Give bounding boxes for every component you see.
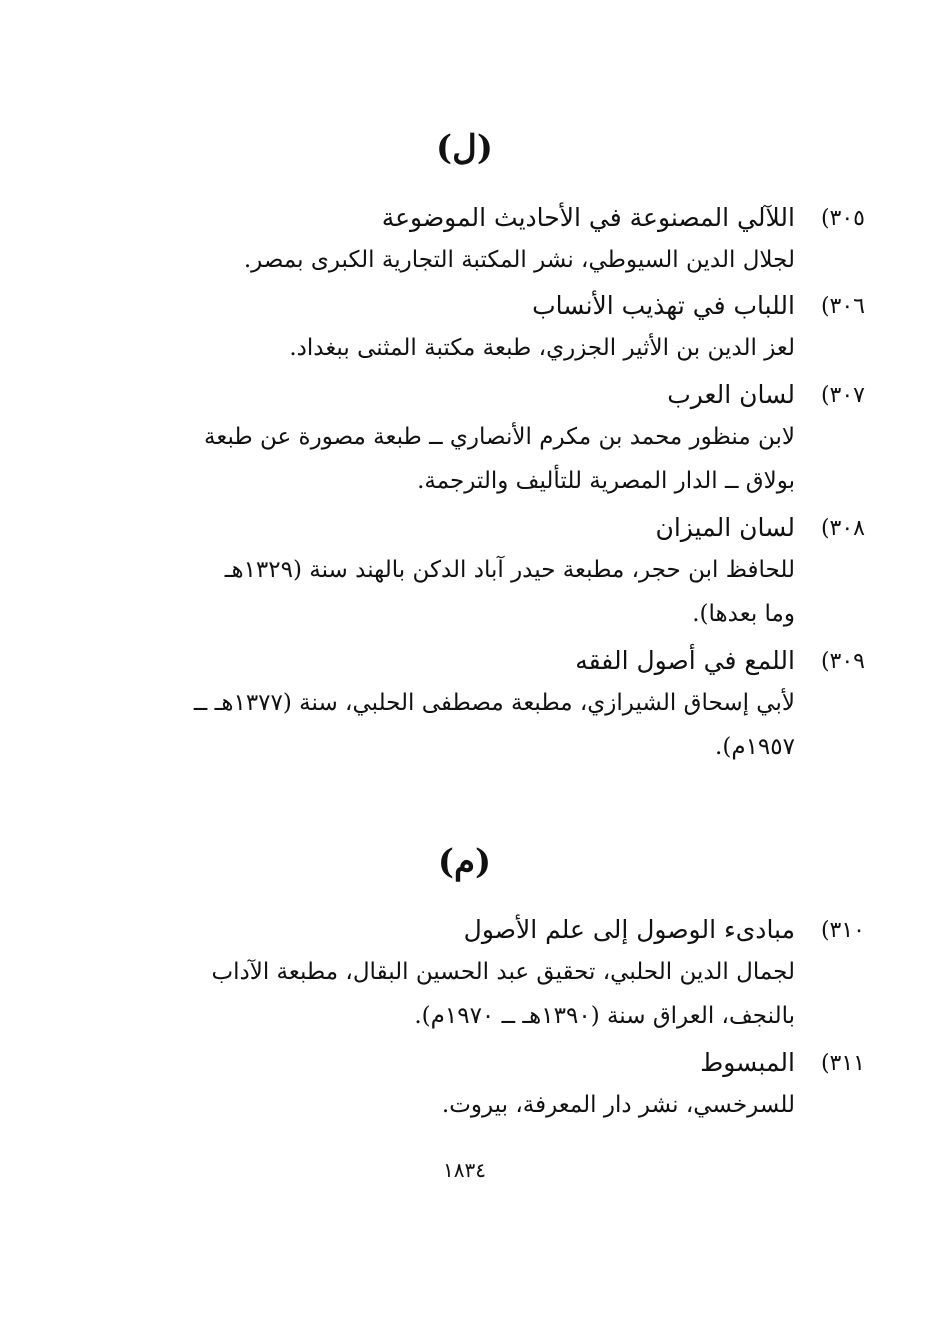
section-heading-mim: (م) xyxy=(437,842,492,882)
entry-number: ٣٠٥) xyxy=(820,206,865,231)
entry-description-line: لجلال الدين السيوطي، نشر المكتبة التجارية الكبرى بمصر. xyxy=(243,247,795,273)
entry-306 xyxy=(125,286,865,370)
entry-description-line: بولاق ــ الدار المصرية للتأليف والترجمة. xyxy=(417,468,795,494)
entry-description-line: للحافظ ابن حجر، مطبعة حيدر آباد الدكن بالهند سنة (١٣٢٩هـ xyxy=(224,557,795,583)
entry-title: اللباب في تهذيب الأنساب xyxy=(532,291,795,320)
entry-title: لسان الميزان xyxy=(655,513,795,542)
entry-number: ٣٠٨) xyxy=(820,516,865,541)
entry-305 xyxy=(125,198,865,282)
entry-description-line: ١٩٥٧م). xyxy=(715,734,795,760)
entry-title: مبادىء الوصول إلى علم الأصول xyxy=(463,915,795,944)
entry-number: ٣٠٧) xyxy=(820,383,865,408)
entry-description-line: لابن منظور محمد بن مكرم الأنصاري ــ طبعة مصورة عن طبعة xyxy=(204,424,795,450)
entry-309 xyxy=(95,641,865,769)
entry-number: ٣١١) xyxy=(820,1051,865,1076)
entry-310 xyxy=(95,910,865,1038)
section-heading-lam: (ل) xyxy=(436,128,493,168)
entry-311 xyxy=(125,1043,865,1127)
entry-307 xyxy=(95,375,865,503)
entry-number: ٣١٠) xyxy=(820,918,865,943)
entry-308 xyxy=(95,508,865,636)
entry-title: اللمع في أصول الفقه xyxy=(575,646,795,675)
entry-description-line: للسرخسي، نشر دار المعرفة، بيروت. xyxy=(441,1092,795,1118)
page-number: ١٨٣٤ xyxy=(443,1158,486,1182)
entry-description-line: بالنجف، العراق سنة (١٣٩٠هـ ــ ١٩٧٠م). xyxy=(414,1003,795,1029)
entry-number: ٣٠٩) xyxy=(820,649,865,674)
entry-description-line: لجمال الدين الحلبي، تحقيق عبد الحسين البقال، مطبعة الآداب xyxy=(211,959,795,985)
entry-description-line: وما بعدها). xyxy=(692,601,795,627)
entry-title: اللآلي المصنوعة في الأحاديث الموضوعة xyxy=(381,203,795,232)
entry-number: ٣٠٦) xyxy=(820,294,865,319)
entry-description-line: لأبي إسحاق الشيرازي، مطبعة مصطفى الحلبي، سنة (١٣٧٧هـ ــ xyxy=(193,690,795,716)
entry-description-line: لعز الدين بن الأثير الجزري، طبعة مكتبة المثنى ببغداد. xyxy=(289,335,795,361)
entry-title: لسان العرب xyxy=(667,380,795,409)
entry-title: المبسوط xyxy=(700,1048,795,1077)
